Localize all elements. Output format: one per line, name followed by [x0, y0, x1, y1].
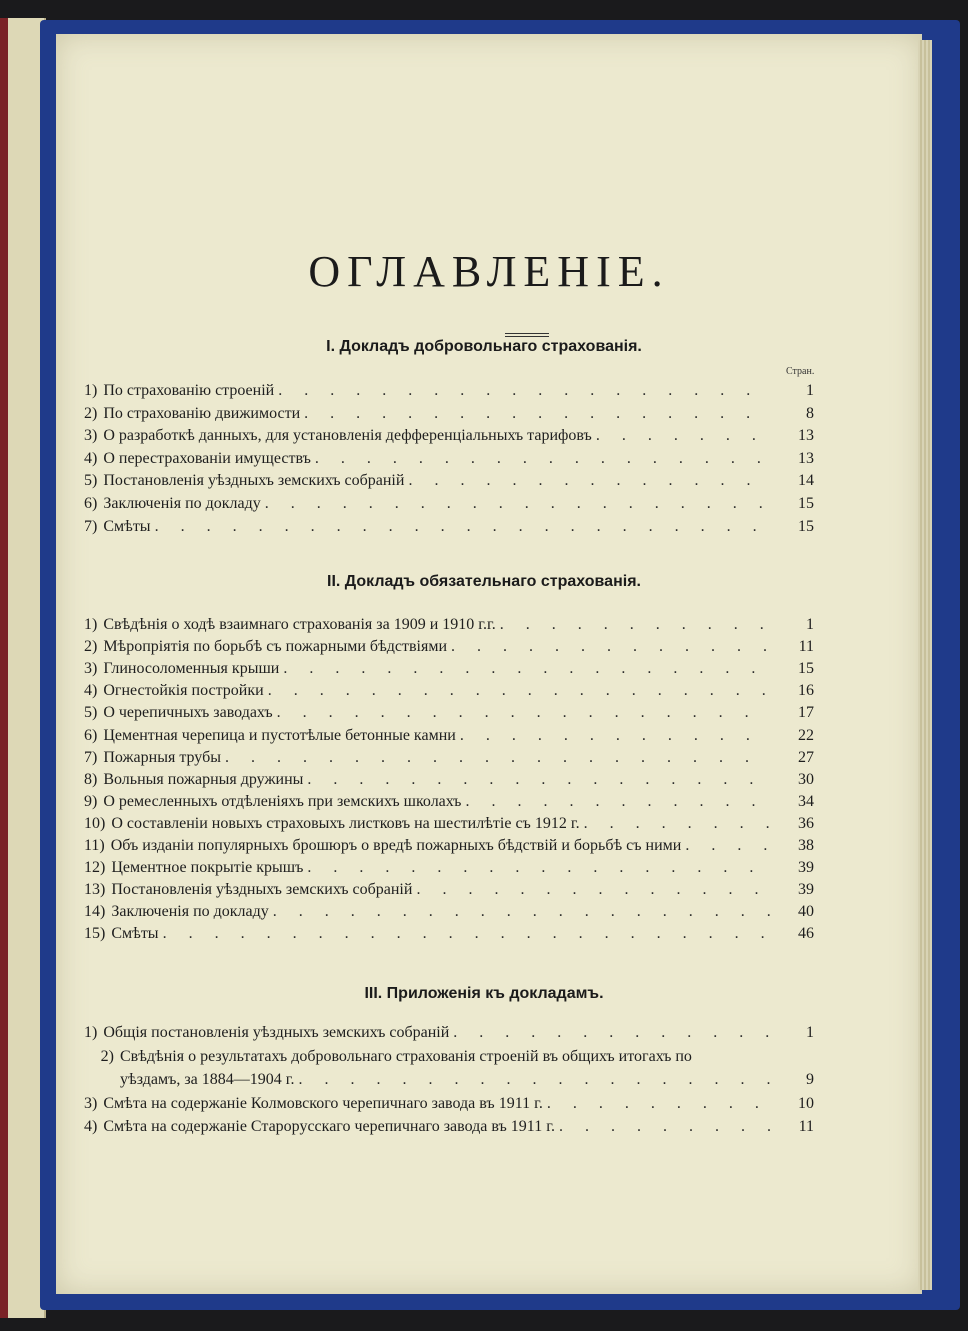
toc-entry-page: 13 [798, 449, 814, 467]
toc-entry [84, 704, 814, 726]
toc-entry-title: О составленіи новыхъ страховыхъ листковъ на шестилѣтіе съ 1912 г. [111, 814, 580, 832]
leader-dots [307, 771, 770, 789]
toc-entry-page: 10 [798, 1094, 814, 1112]
toc-entry-page: 34 [798, 792, 814, 810]
toc-entry-page: 1 [806, 1024, 814, 1041]
toc-entry-number: 2) [100, 1047, 114, 1065]
page-column-label: Стран. [786, 366, 815, 377]
toc-entry [84, 638, 814, 660]
toc-entry-number: 1) [84, 382, 98, 399]
toc-entry-number: 10) [84, 814, 106, 832]
toc-entry-number: 3) [84, 1094, 98, 1112]
toc-entry-page: 13 [798, 427, 814, 445]
toc-entry [84, 472, 814, 494]
leader-dots [304, 405, 770, 423]
toc-entry-title-continued: уѣздамъ, за 1884—1904 г. [120, 1071, 295, 1088]
toc-entry-title: Постановленія уѣздныхъ земскихъ собраній [103, 472, 405, 490]
toc-entry [84, 925, 814, 947]
toc-entry [84, 1095, 814, 1117]
toc-entry [84, 903, 814, 925]
toc-entry-number: 8) [84, 770, 98, 788]
toc-entry-number: 7) [84, 748, 98, 766]
leader-dots [584, 815, 770, 833]
toc-entry-number: 5) [84, 704, 98, 722]
leader-dots [163, 925, 770, 943]
page-stack-edge [918, 40, 932, 1290]
leader-dots [278, 382, 770, 400]
leader-dots [155, 518, 770, 536]
toc-entry [84, 1118, 814, 1140]
toc-entry [84, 682, 814, 704]
toc-entry-number: 4) [84, 449, 98, 467]
toc-entry-title: О разработкѣ данныхъ, для установленія дефференціальныхъ тарифовъ [103, 427, 592, 445]
toc-entry-title: Мѣропріятія по борьбѣ съ пожарными бѣдствіями [103, 638, 448, 656]
toc-entry-title: Пожарныя трубы [103, 748, 221, 766]
toc-entry [84, 881, 814, 903]
toc-entry [84, 450, 814, 472]
toc-entry-number: 3) [84, 660, 98, 678]
toc-entry [84, 859, 814, 881]
toc-entry-page: 17 [798, 704, 814, 722]
toc-entry-page: 16 [798, 682, 814, 700]
leader-dots [315, 450, 770, 468]
toc-entry-page: 14 [798, 472, 814, 490]
toc-entry-title: О ремесленныхъ отдѣленіяхъ при земскихъ школахъ [103, 792, 462, 810]
toc-entry [84, 727, 814, 749]
leader-dots [465, 793, 770, 811]
toc-entry-number: 1) [84, 616, 98, 633]
book-spine-edge [0, 18, 8, 1318]
leader-dots [451, 638, 770, 656]
leader-dots [277, 704, 770, 722]
leader-dots [299, 1071, 770, 1089]
toc-entry-number: 6) [84, 726, 98, 744]
toc-entry-page: 11 [798, 638, 814, 656]
toc-entry-number: 14) [84, 903, 106, 921]
toc-entry [84, 837, 814, 859]
leader-dots [596, 427, 770, 445]
toc-entry-title: Заключенія по докладу [111, 903, 269, 921]
leader-dots [500, 616, 770, 634]
toc-entry [84, 749, 814, 771]
toc-entry-title: По страхованію движимости [103, 404, 301, 422]
leader-dots [283, 660, 770, 678]
toc-entry-title: Заключенія по докладу [103, 495, 261, 512]
toc-entry-title: О черепичныхъ заводахъ [103, 704, 273, 722]
toc-entry [84, 1048, 814, 1070]
toc-entry-number: 2) [84, 638, 98, 656]
toc-entry-number: 15) [84, 925, 106, 943]
leader-dots [307, 859, 770, 877]
toc-entry-page: 15 [798, 495, 814, 512]
toc-entry-page: 38 [798, 837, 814, 854]
toc-entry-page: 9 [806, 1071, 814, 1088]
title-rule [505, 336, 549, 337]
toc-entry-title: О перестрахованіи имуществъ [103, 449, 311, 467]
toc-entry-number: 7) [84, 517, 98, 535]
toc-entry-number: 13) [84, 881, 106, 899]
toc-entry-title: Цементная черепица и пустотѣлые бетонные камни [103, 726, 456, 744]
toc-entry-number: 5) [84, 472, 98, 490]
toc-entry [84, 405, 814, 427]
title-rule [505, 333, 549, 334]
leader-dots [453, 1024, 770, 1042]
toc-entry-number: 4) [84, 682, 98, 700]
toc-entry-title: Вольныя пожарныя дружины [103, 770, 304, 788]
toc-entry-page: 46 [798, 925, 814, 943]
toc-entry-page: 30 [798, 770, 814, 788]
toc-entry-title: Объ изданіи популярныхъ брошюръ о вредѣ пожарныхъ бѣдствій и борьбѣ съ ними [110, 837, 682, 854]
toc-entry [84, 518, 814, 540]
toc-entry [84, 1024, 814, 1046]
toc-entry [84, 616, 814, 638]
leader-dots [416, 881, 770, 899]
leader-dots [559, 1118, 770, 1136]
leader-dots [225, 749, 770, 767]
toc-entry-title: Цементное покрытіе крышъ [111, 859, 304, 877]
toc-entry-title: Свѣдѣнія о результатахъ добровольнаго страхованія строеній въ общихъ итогахъ по [120, 1047, 692, 1065]
toc-entry-title: Смѣты [111, 925, 159, 943]
toc-entry-title: По страхованію строеній [103, 382, 275, 399]
toc-entry-page: 15 [798, 517, 814, 535]
toc-entry-page: 39 [798, 881, 814, 899]
toc-entry-number: 4) [84, 1118, 98, 1135]
toc-entry-page: 8 [806, 404, 814, 422]
toc-entry-title: Свѣдѣнія о ходѣ взаимнаго страхованія за 1909 и 1910 г.г. [103, 616, 496, 633]
leader-dots [685, 837, 770, 855]
toc-entry [84, 815, 814, 837]
toc-entry-page: 40 [798, 903, 814, 921]
section-heading-1: I. Докладъ добровольнаго страхованія. [326, 338, 642, 355]
toc-entry-page: 27 [798, 748, 814, 766]
toc-entry [84, 660, 814, 682]
toc-entry-number: 12) [84, 859, 106, 877]
toc-entry-page: 1 [806, 382, 814, 399]
toc-entry-page: 39 [798, 859, 814, 877]
toc-entry-title: Общія постановленія уѣздныхъ земскихъ собраній [103, 1024, 450, 1041]
leader-dots [273, 903, 770, 921]
toc-entry-page: 22 [798, 726, 814, 744]
toc-entry-page: 1 [806, 616, 814, 633]
section-heading-2: II. Докладъ обязательнаго страхованія. [327, 573, 641, 590]
toc-entry-title: Смѣты [103, 517, 151, 535]
toc-entry [84, 382, 814, 404]
toc-entry-title: Огнестойкія постройки [103, 682, 264, 700]
toc-entry-continuation [120, 1071, 814, 1093]
toc-entry-number: 9) [84, 792, 98, 810]
toc-entry-number: 11) [84, 837, 105, 854]
toc-entry-number: 6) [84, 495, 98, 512]
toc-entry [84, 771, 814, 793]
toc-entry-title: Смѣта на содержаніе Старорусскаго черепичнаго завода въ 1911 г. [103, 1118, 555, 1135]
toc-entry-number: 3) [84, 427, 98, 445]
leader-dots [547, 1095, 770, 1113]
toc-entry [84, 427, 814, 449]
leader-dots [268, 682, 770, 700]
toc-entry [84, 495, 814, 517]
toc-entry-number: 2) [84, 404, 98, 422]
toc-entry-page: 36 [798, 814, 814, 832]
section-heading-3: III. Приложенія къ докладамъ. [364, 985, 604, 1002]
toc-entry-page: 15 [798, 660, 814, 678]
leader-dots [265, 495, 770, 513]
leader-dots [408, 472, 770, 490]
leader-dots [460, 727, 770, 745]
toc-entry-title: Постановленія уѣздныхъ земскихъ собраній [111, 881, 413, 899]
page-title: ОГЛАВЛЕНІЕ. [308, 247, 670, 296]
toc-entry [84, 793, 814, 815]
toc-entry-title: Смѣта на содержаніе Колмовского черепичнаго завода въ 1911 г. [103, 1094, 543, 1112]
toc-entry-number: 1) [84, 1024, 98, 1041]
toc-entry-page: 11 [798, 1118, 814, 1135]
toc-entry-title: Глиносоломенныя крыши [103, 660, 280, 678]
